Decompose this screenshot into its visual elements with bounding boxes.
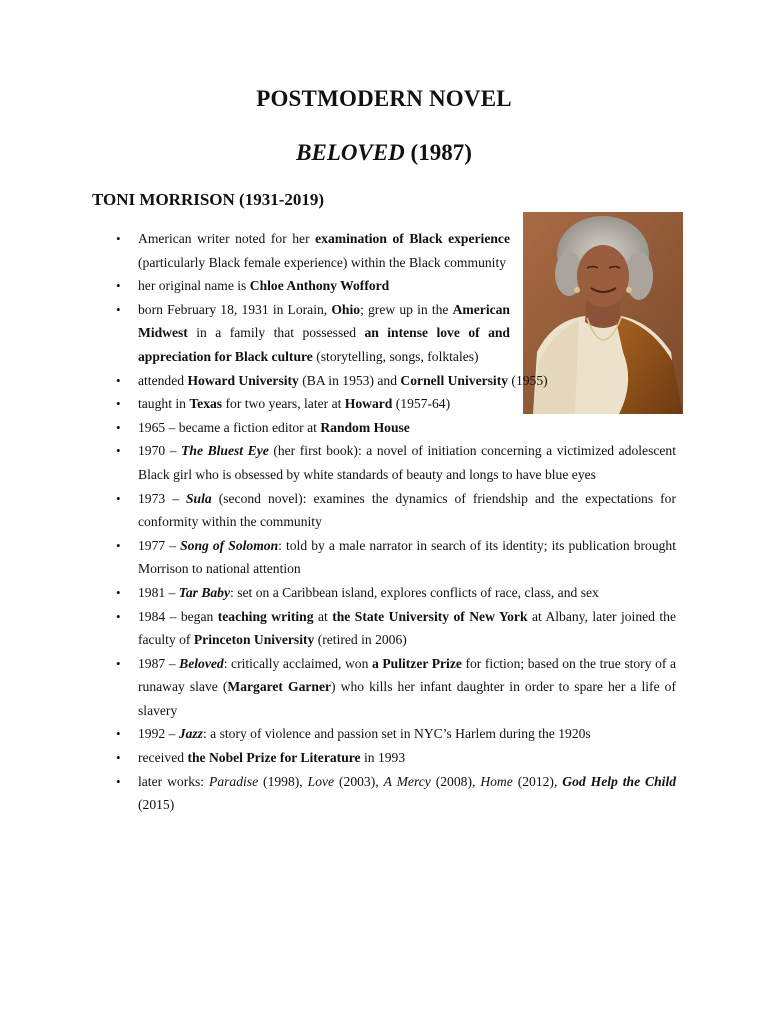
- work-title-line: [0, 140, 768, 166]
- list-item-text: 1992 –: [138, 726, 179, 742]
- list-item: [138, 274, 510, 298]
- list-item-text: Ohio: [331, 301, 361, 317]
- list-item-text: Sula: [186, 490, 212, 506]
- list-item-text: The Bluest Eye: [181, 443, 269, 459]
- list-item-text: (retired in 2006): [314, 632, 407, 648]
- list-item-text: (1955): [508, 372, 548, 388]
- list-item-text: 1973 –: [138, 490, 186, 506]
- list-item-text: Song of Solomon: [180, 537, 279, 553]
- list-item-text: Love: [307, 773, 335, 789]
- list-item: [138, 298, 510, 369]
- list-item-text: (storytelling, songs, folktales): [312, 348, 479, 364]
- list-item-text: ) who kills her infant daughter in order to spare her a life of slavery: [138, 679, 676, 718]
- list-item-text: attended: [138, 372, 188, 388]
- list-item: [138, 369, 676, 393]
- list-item: [138, 746, 676, 770]
- list-item: [138, 722, 676, 746]
- work-year: (1987): [410, 140, 472, 165]
- list-item-text: (BA in 1953) and: [298, 372, 401, 388]
- list-item: [138, 487, 676, 534]
- list-item-text: Beloved: [179, 655, 224, 671]
- list-item-text: the Nobel Prize for Literature: [187, 750, 361, 766]
- list-item: [138, 581, 676, 605]
- list-item-text: at: [313, 608, 333, 624]
- list-item-text: (2008),: [430, 773, 481, 789]
- list-item-text: (2003),: [334, 773, 384, 789]
- list-item: [138, 439, 676, 486]
- list-item-text: : set on a Caribbean island, explores conflicts of race, class, and sex: [230, 584, 599, 600]
- list-item-text: Howard University: [187, 372, 299, 388]
- list-item: [138, 534, 676, 581]
- biography-list: [138, 227, 676, 817]
- work-title: BELOVED: [296, 140, 405, 165]
- list-item: [138, 770, 676, 817]
- list-item-text: 1965 – became a fiction editor at: [138, 419, 321, 435]
- list-item: [138, 416, 676, 440]
- list-item-text: (2015): [138, 797, 175, 813]
- list-item-text: (her first book): a novel of initiation concerning a victimized adolescent Black girl who is obsessed by white standards of beauty and longs to have blue eyes: [138, 443, 676, 482]
- list-item-text: Texas: [189, 396, 223, 412]
- list-item-text: at Albany, later joined the faculty of: [138, 608, 677, 648]
- list-item-text: in 1993: [360, 750, 406, 766]
- list-item-text: 1970 –: [138, 443, 182, 459]
- list-item: [138, 227, 510, 274]
- list-item-text: taught in: [138, 396, 190, 412]
- list-item-text: 1984 – began: [138, 608, 218, 624]
- list-item-text: her original name is: [138, 278, 250, 294]
- list-item-text: Paradise: [209, 773, 259, 789]
- list-item-text: born February 18, 1931 in Lorain,: [138, 301, 332, 317]
- list-item-text: (2012),: [512, 773, 563, 789]
- list-item-text: examination of Black experience: [315, 231, 510, 246]
- list-item-text: Margaret Garner: [227, 679, 332, 695]
- list-item-text: Random House: [320, 419, 410, 435]
- list-item-text: received: [138, 750, 188, 766]
- list-item-text: (1998),: [258, 773, 308, 789]
- list-item-text: God Help the Child: [562, 773, 677, 789]
- list-item-text: Princeton University: [193, 632, 315, 648]
- list-item-text: 1977 –: [138, 537, 181, 553]
- list-item-text: later works:: [138, 773, 210, 789]
- list-item-text: : critically acclaimed, won: [223, 655, 372, 671]
- list-item-text: a Pulitzer Prize: [371, 655, 462, 671]
- list-item-text: 1987 –: [138, 655, 180, 671]
- page-title: POSTMODERN NOVEL: [256, 86, 512, 111]
- list-item-text: Jazz: [178, 726, 203, 742]
- list-item-text: Home: [480, 773, 513, 789]
- list-item-text: American Midwest: [138, 301, 510, 341]
- list-item-text: ; grew up in the: [360, 301, 453, 317]
- list-item: [138, 392, 676, 416]
- list-item-text: : told by a male narrator in search of its identity; its publication brought Morrison to national attention: [138, 537, 676, 577]
- list-item-text: Tar Baby: [178, 584, 231, 600]
- list-item-text: an intense love of and appreciation for Black culture: [138, 325, 510, 364]
- list-item-text: American writer noted for her: [138, 231, 316, 246]
- list-item-text: Chloe Anthony Wofford: [249, 278, 390, 294]
- list-item-text: (1957-64): [392, 396, 451, 412]
- author-heading: TONI MORRISON (1931-2019): [92, 190, 325, 209]
- list-item: [138, 605, 676, 652]
- list-item-text: Cornell University: [400, 372, 509, 388]
- list-item-text: A Mercy: [383, 773, 431, 789]
- list-item-text: for two years, later at: [222, 396, 345, 412]
- list-item-text: for fiction; based on the true story of a runaway slave (: [138, 655, 677, 695]
- list-item: [138, 652, 676, 723]
- list-item-text: : a story of violence and passion set in NYC’s Harlem during the 1920s: [202, 726, 591, 742]
- list-item-text: the State University of New York: [332, 608, 528, 624]
- list-item-text: Howard: [344, 396, 393, 412]
- list-item-text: (particularly Black female experience) within the Black community: [138, 254, 507, 270]
- list-item-text: (second novel): examines the dynamics of friendship and the expectations for conformity within the community: [138, 490, 676, 530]
- list-item-text: 1981 –: [138, 584, 179, 600]
- list-item-text: in a family that possessed: [187, 325, 365, 341]
- list-item-text: teaching writing: [217, 608, 314, 624]
